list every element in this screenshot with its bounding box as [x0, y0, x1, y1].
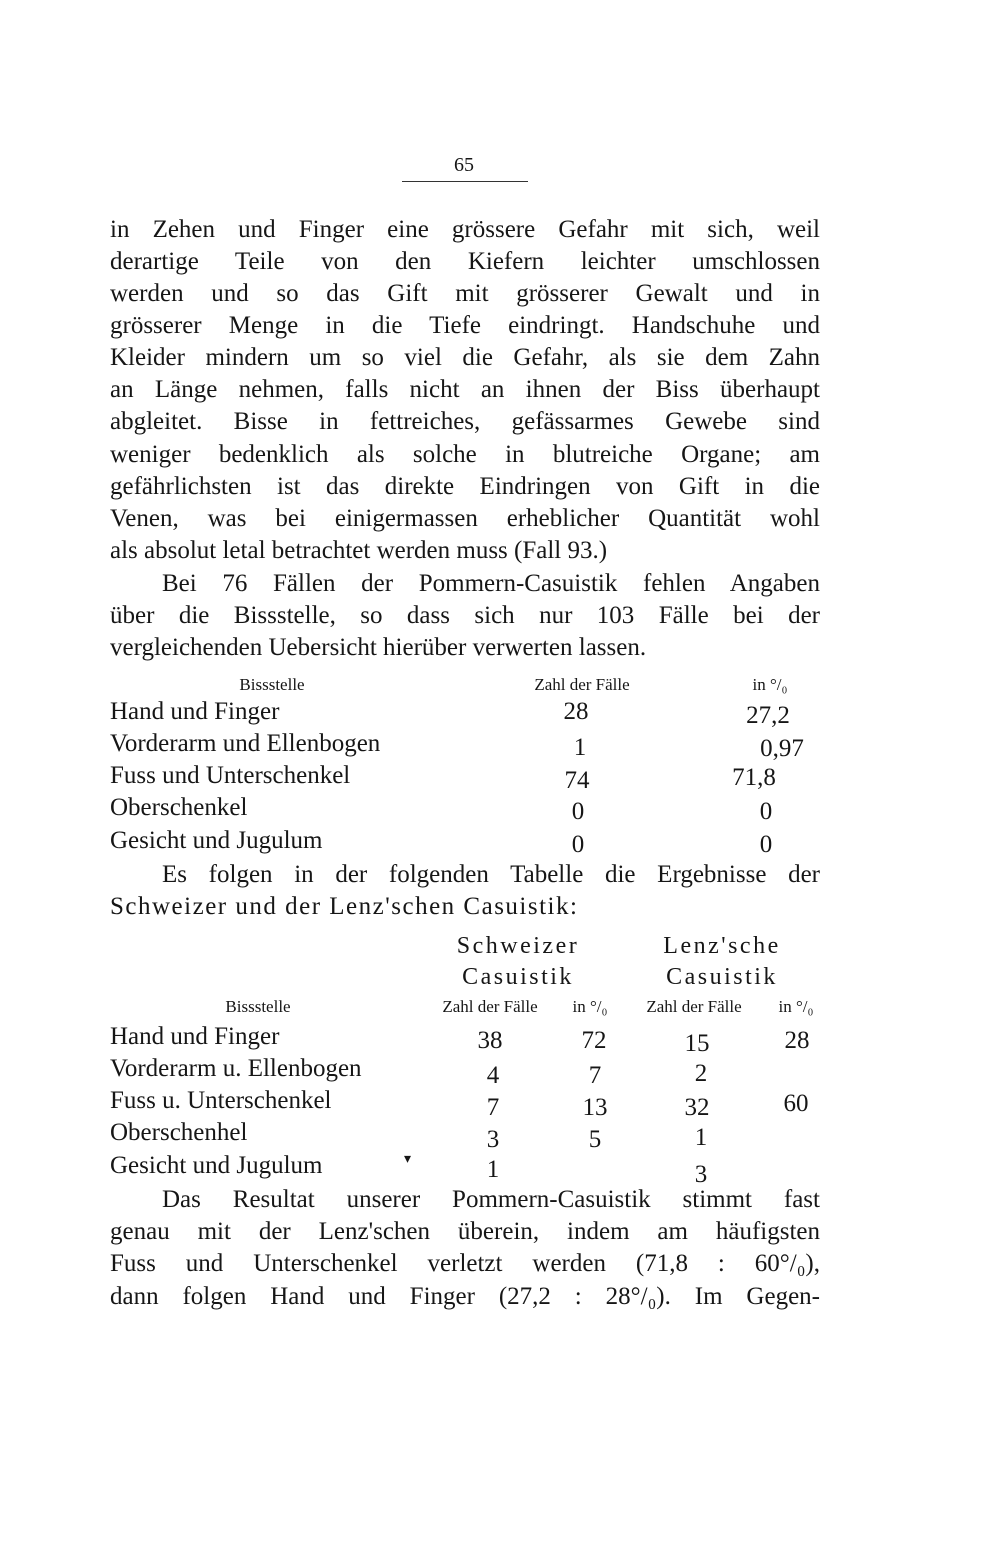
cell-count: 0	[571, 798, 585, 825]
row-label: Hand und Finger	[110, 1023, 280, 1050]
column-header-lenz-zahl: Zahl der Fälle	[646, 997, 742, 1016]
cell-schweizer-count: 4	[486, 1062, 500, 1089]
cell-count: 1	[573, 734, 587, 761]
text-line: in Zehen und Finger eine grössere Gefahr mit sich, weil	[110, 216, 820, 243]
cell-schweizer-count: 38	[477, 1027, 503, 1054]
text-line: Es folgen in der folgenden Tabelle die Ergebnisse der	[162, 861, 820, 888]
cell-lenz-count: 15	[684, 1030, 710, 1057]
group-header-schweizer-sub: Casuistik	[462, 964, 574, 990]
text-line: über die Bissstelle, so dass sich nur 103 Fälle bei der	[110, 602, 820, 629]
cell-percent: 0	[759, 798, 773, 825]
cell-lenz-count: 3	[694, 1161, 708, 1188]
row-label: Fuss u. Unterschenkel	[110, 1087, 332, 1114]
row-label: Oberschenhel	[110, 1119, 248, 1146]
row-label: Oberschenkel	[110, 794, 248, 821]
column-header-bissstelle: Bissstelle	[225, 997, 291, 1016]
text-line: Das Resultat unserer Pommern-Casuistik stimmt fast	[162, 1186, 820, 1213]
text-line: Bei 76 Fällen der Pommern-Casuistik fehlen Angaben	[162, 570, 820, 597]
row-label: Gesicht und Jugulum	[110, 1152, 323, 1179]
cell-count: 28	[563, 698, 589, 725]
cell-count: 0	[571, 831, 585, 858]
row-label: Gesicht und Jugulum	[110, 827, 323, 854]
cell-lenz-count: 2	[694, 1060, 708, 1087]
text-line: grösserer Menge in die Tiefe eindringt. Handschuhe und	[110, 312, 820, 339]
cell-schweizer-count: 1	[486, 1156, 500, 1183]
row-label: Vorderarm und Ellenbogen	[110, 730, 381, 757]
column-header-zahl: Zahl der Fälle	[534, 675, 630, 694]
text-line: Fuss und Unterschenkel verletzt werden (71,8 : 60°/₀),	[110, 1250, 820, 1277]
text-line: derartige Teile von den Kiefern leichter umschlossen	[110, 248, 820, 275]
text-line: Schweizer und der Lenz'schen Casuistik:	[110, 893, 579, 920]
page-number: 65	[454, 154, 474, 176]
group-header-lenz: Lenz'sche	[663, 933, 781, 959]
cell-schweizer-count: 3	[486, 1126, 500, 1153]
cell-lenz-count: 32	[684, 1094, 710, 1121]
text-line: weniger bedenklich als solche in blutreiche Organe; am	[110, 441, 820, 468]
column-header-lenz-percent: in °/₀	[778, 997, 814, 1016]
text-line: Kleider mindern um so viel die Gefahr, als sie dem Zahn	[110, 344, 820, 371]
cell-schweizer-count: 7	[486, 1094, 500, 1121]
group-header-lenz-sub: Casuistik	[666, 964, 778, 990]
text-line: an Länge nehmen, falls nicht an ihnen der Biss überhaupt	[110, 376, 820, 403]
cell-percent: 0,97	[760, 735, 804, 762]
cell-lenz-percent: 60	[783, 1090, 809, 1117]
text-line: als absolut letal betrachtet werden muss (Fall 93.)	[110, 537, 608, 564]
page-number-rule	[402, 181, 528, 182]
cell-count: 74	[564, 767, 590, 794]
cell-schweizer-percent: 13	[582, 1094, 608, 1121]
group-header-schweizer: Schweizer	[456, 933, 580, 959]
row-label: Fuss und Unterschenkel	[110, 762, 351, 789]
row-label: Vorderarm u. Ellenbogen	[110, 1055, 362, 1082]
cell-percent: 27,2	[746, 702, 790, 729]
text-line: genau mit der Lenz'schen überein, indem am häufigsten	[110, 1218, 820, 1245]
text-line: abgleitet. Bisse in fettreiches, gefässarmes Gewebe sind	[110, 408, 820, 435]
column-header-schweizer-zahl: Zahl der Fälle	[442, 997, 538, 1016]
text-line: vergleichenden Uebersicht hierüber verwerten lassen.	[110, 634, 647, 661]
column-header-percent: in °/₀	[752, 675, 788, 694]
text-line: gefährlichsten ist das direkte Eindringen von Gift in die	[110, 473, 820, 500]
cell-percent: 0	[759, 831, 773, 858]
cell-schweizer-percent: 72	[581, 1027, 607, 1054]
column-header-bissstelle: Bissstelle	[239, 675, 305, 694]
cell-percent: 71,8	[732, 764, 776, 791]
cell-lenz-percent: 28	[784, 1027, 810, 1054]
ink-blot-mark: ▾	[404, 1152, 412, 1167]
column-header-schweizer-percent: in °/₀	[572, 997, 608, 1016]
cell-lenz-count: 1	[694, 1124, 708, 1151]
cell-schweizer-percent: 5	[588, 1126, 602, 1153]
text-line: werden und so das Gift mit grösserer Gewalt und in	[110, 280, 820, 307]
cell-schweizer-percent: 7	[588, 1062, 602, 1089]
row-label: Hand und Finger	[110, 698, 280, 725]
text-line: dann folgen Hand und Finger (27,2 : 28°/₀). Im Gegen-	[110, 1283, 820, 1310]
text-line: Venen, was bei einigermassen erheblicher Quantität wohl	[110, 505, 820, 532]
